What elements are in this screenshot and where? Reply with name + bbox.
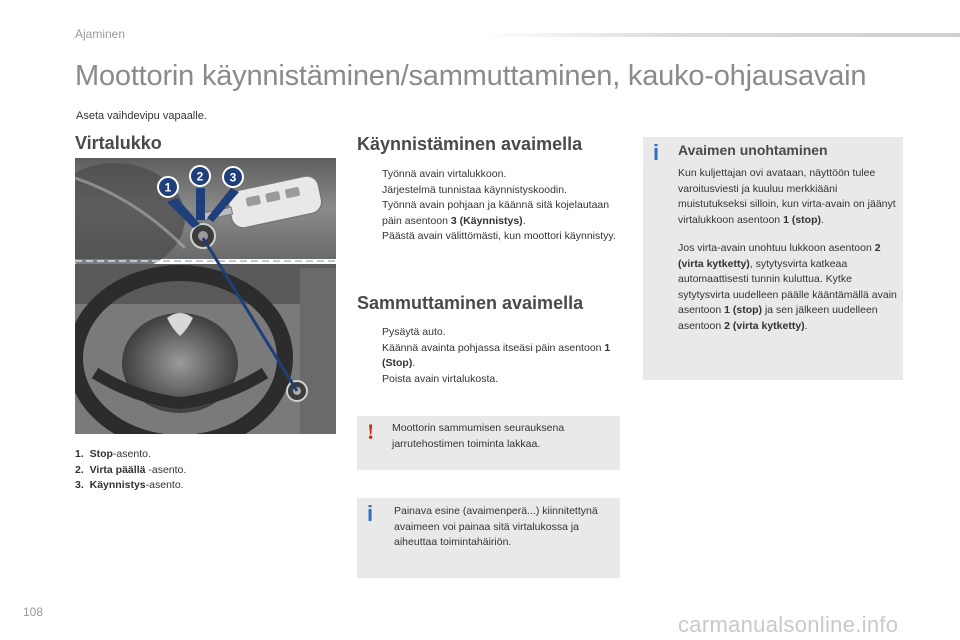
step-item: Käännä avainta pohjassa itseäsi päin asentoon 1 (Stop).	[361, 341, 626, 372]
legend-item: 2. Virta päällä -asento.	[75, 463, 187, 476]
info-text: Painava esine (avaimenperä...) kiinnitettynä avaimeen voi painaa sitä virtalukossa ja aiheuttaa toimintahäiriön.	[394, 505, 598, 548]
stop-steps	[361, 325, 626, 387]
info-icon: i	[367, 501, 374, 526]
svg-text:2: 2	[196, 169, 204, 184]
page-number: 108	[23, 605, 44, 619]
step-item: Pysäytä auto.	[361, 325, 626, 341]
warning-text: Moottorin sammumisen seurauksena jarrutehostimen toiminta lakkaa.	[392, 422, 565, 450]
heading-sammuttaminen: Sammuttaminen avaimella	[357, 293, 584, 313]
heading-kaynnistaminen: Käynnistäminen avaimella	[357, 134, 583, 154]
warning-box	[357, 416, 620, 470]
intro-text: Aseta vaihdevipu vapaalle.	[76, 110, 207, 122]
page-title: Moottorin käynnistäminen/sammuttaminen, kauko-ohjausavain	[75, 60, 867, 92]
warning-icon: !	[367, 419, 375, 444]
svg-text:1: 1	[164, 180, 172, 195]
section-label: Ajaminen	[75, 27, 126, 41]
legend-item: 3. Käynnistys-asento.	[75, 479, 184, 491]
legend-term: Käynnistys	[89, 479, 146, 491]
bullet-icon	[361, 167, 382, 198]
ignition-photo	[75, 158, 336, 434]
bullet-icon	[361, 229, 382, 245]
step-item: Työnnä avain virtalukkoon. Järjestelmä tunnistaa käynnistyskoodin.	[361, 167, 626, 198]
callout-3	[223, 167, 243, 187]
start-steps	[361, 167, 626, 245]
legend-item: 1. Stop-asento.	[75, 448, 151, 460]
callout-1	[158, 177, 178, 197]
legend-list	[75, 447, 186, 494]
step-item: Työnnä avain pohjaan ja käännä sitä kojelautaan päin asentoon 3 (Käynnistys).	[361, 198, 626, 229]
bullet-icon	[361, 325, 382, 341]
heading-avaimen-unohtaminen: Avaimen unohtaminen	[678, 142, 828, 158]
legend-term: Virta päällä	[89, 463, 146, 476]
info-icon: i	[653, 140, 660, 165]
svg-text:3: 3	[229, 170, 237, 185]
heading-virtalukko: Virtalukko	[75, 133, 162, 153]
info-box-key-weight	[357, 498, 620, 578]
watermark: carmanualsonline.info	[678, 612, 899, 637]
bullet-icon	[361, 341, 382, 372]
info-paragraph: Jos virta-avain unohtuu lukkoon asentoon 2 (virta kytketty), sytytysvirta katkeaa automaattisesti tunnin kuluttua. Kytke sytytysvirta uudelleen päälle kääntämällä avain asentoon 1 (stop) ja sen jälkeen uudelleen asentoon 2 (virta kytketty).	[678, 242, 897, 332]
callout-2	[190, 166, 210, 186]
header-rule	[480, 33, 960, 37]
legend-term: Stop	[89, 448, 113, 460]
step-item: Poista avain virtalukosta.	[361, 372, 626, 388]
info-paragraph: Kun kuljettajan ovi avataan, näyttöön tulee varoitusviesti ja kuuluu merkkiääni muistutukseksi silloin, kun virta-avain on jäänyt virtalukkoon asentoon 1 (stop).	[678, 167, 896, 226]
info-box-forgotten-key	[643, 137, 903, 380]
bullet-icon	[361, 372, 382, 388]
step-item: Päästä avain välittömästi, kun moottori käynnistyy.	[361, 229, 626, 245]
bullet-icon	[361, 198, 382, 229]
